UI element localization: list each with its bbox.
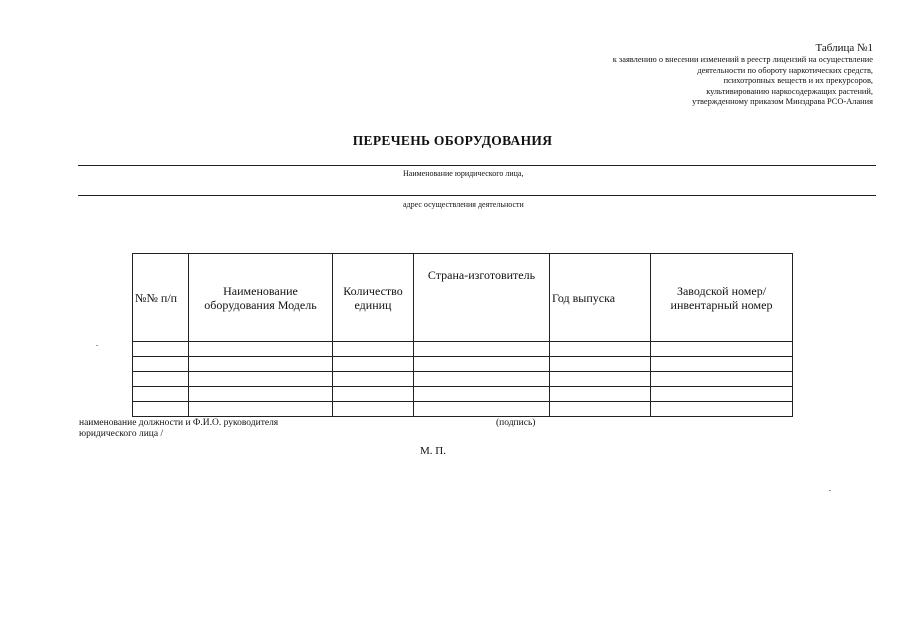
signatory-position-label [79,418,278,440]
column-header-serial: Заводской номер/ инвентарный номер [651,254,793,342]
signatory-position-line1: наименование должности и Ф.И.О. руководителя [79,418,279,428]
table-cell[interactable] [651,342,793,357]
signature-label: (подпись) [496,418,536,428]
equipment-table [132,253,793,417]
table-cell[interactable] [333,402,414,417]
table-cell[interactable] [133,372,189,387]
table-cell[interactable] [189,402,333,417]
table-cell[interactable] [189,342,333,357]
table-cell[interactable] [550,387,651,402]
table-cell[interactable] [189,387,333,402]
address-line [78,195,876,196]
table-row [133,357,793,372]
table-row [133,342,793,357]
table-number: Таблица №1 [815,42,873,54]
header-line: психотропных веществ и их прекурсоров, [723,76,873,85]
table-row [133,372,793,387]
table-cell[interactable] [133,402,189,417]
header-line: к заявлению о внесении изменений в реестр лицензий на осуществление [612,55,873,64]
table-cell[interactable] [414,342,550,357]
header-line: утвержденному приказом Минздрава РСО-Алания [692,97,873,106]
table-cell[interactable] [133,357,189,372]
address-caption: адрес осуществления деятельности [403,200,524,209]
table-header-row [133,254,793,342]
table-cell[interactable] [651,402,793,417]
column-header-equipment: Наименование оборудования Модель [189,254,333,342]
table-cell[interactable] [651,387,793,402]
table-cell[interactable] [414,402,550,417]
table-cell[interactable] [333,342,414,357]
column-header-number: №№ п/п [133,254,189,342]
table-cell[interactable] [414,387,550,402]
table-cell[interactable] [133,387,189,402]
document-title: ПЕРЕЧЕНЬ ОБОРУДОВАНИЯ [352,133,553,148]
table-cell[interactable] [550,342,651,357]
column-header-quantity: Количество единиц [333,254,414,342]
signatory-position-line2: юридического лица / [79,429,164,439]
header-line: культивированию наркосодержащих растений, [706,86,873,96]
stamp-label: М. П. [420,445,446,457]
table-cell[interactable] [651,372,793,387]
table-cell[interactable] [133,342,189,357]
org-name-caption: Наименование юридического лица, [403,169,524,178]
scan-speck [96,345,98,346]
document-header [613,42,873,108]
table-cell[interactable] [414,357,550,372]
column-header-country: Страна-изготовитель [414,254,550,342]
table-cell[interactable] [333,387,414,402]
table-cell[interactable] [333,357,414,372]
table-cell[interactable] [333,372,414,387]
table-row [133,387,793,402]
table-cell[interactable] [189,357,333,372]
table-row [133,402,793,417]
header-line: деятельности по обороту наркотических средств, [697,65,873,75]
table-cell[interactable] [414,372,550,387]
table-cell[interactable] [651,357,793,372]
table-cell[interactable] [550,357,651,372]
table-cell[interactable] [550,402,651,417]
table-cell[interactable] [550,372,651,387]
table-cell[interactable] [189,372,333,387]
org-name-line [78,165,876,166]
column-header-year: Год выпуска [550,254,651,342]
scan-speck [829,490,831,491]
